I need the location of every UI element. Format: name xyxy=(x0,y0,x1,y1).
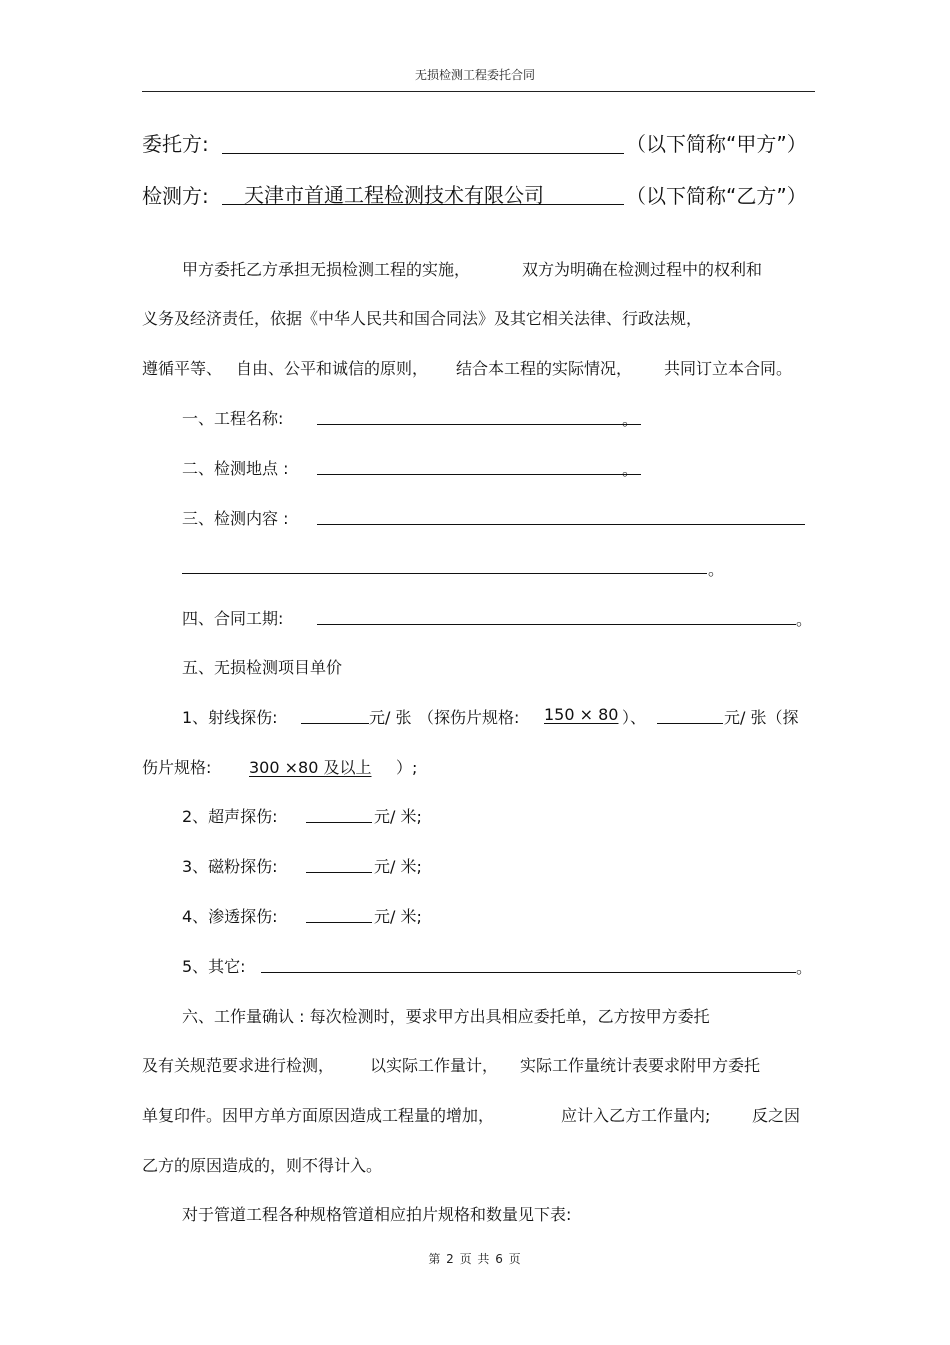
clause3-period: 。 xyxy=(708,560,725,579)
page-header-title: 无损检测工程委托合同 xyxy=(414,68,535,82)
client-blank xyxy=(222,153,624,154)
intro-line3d: 共同订立本合同。 xyxy=(664,359,793,378)
clause6-line4: 乙方的原因造成的，则不得计入。 xyxy=(142,1156,383,1175)
clause4-label: 四、合同工期: xyxy=(182,609,284,628)
intro-line3a: 遵循平等、 xyxy=(142,359,223,378)
item1-line2-label: 伤片规格: xyxy=(142,758,212,777)
item2-label: 2、超声探伤: xyxy=(182,807,278,826)
item1-label: 1、射线探伤: xyxy=(182,708,278,727)
item1-spec1: 150 × 80 xyxy=(544,705,619,724)
tester-name: 天津市首通工程检测技术有限公司 xyxy=(244,183,544,207)
clause1-label: 一、工程名称: xyxy=(182,409,284,428)
item2-unit: 元/ 米; xyxy=(374,807,422,826)
tester-note: （以下简称“乙方”） xyxy=(626,184,807,208)
header-divider xyxy=(142,91,815,92)
project-name-blank xyxy=(317,424,641,425)
tester-label: 检测方: xyxy=(142,184,209,208)
clause5-title: 五、无损检测项目单价 xyxy=(182,658,343,677)
item1-unit-tail: 元/ 张（探 xyxy=(724,708,799,727)
table-intro: 对于管道工程各种规格管道相应拍片规格和数量见下表: xyxy=(182,1205,572,1224)
item3-unit: 元/ 米; xyxy=(374,857,422,876)
item1-spec-open: （探伤片规格: xyxy=(418,708,520,727)
item1-spec2-close: ）; xyxy=(396,758,418,777)
clause6-line3a: 单复印件。因甲方单方面原因造成工程量的增加， xyxy=(142,1106,495,1125)
clause3-label: 三、检测内容 : xyxy=(182,509,289,528)
client-label: 委托方: xyxy=(142,132,209,156)
content-blank-1 xyxy=(317,524,805,525)
item3-price-blank xyxy=(306,872,372,873)
clause1-period: 。 xyxy=(622,410,639,429)
item2-price-blank xyxy=(306,822,372,823)
clause6-line1: 六、工作量确认 : 每次检测时，要求甲方出具相应委托单，乙方按甲方委托 xyxy=(182,1007,710,1026)
intro-line1a: 甲方委托乙方承担无损检测工程的实施， xyxy=(182,260,471,279)
client-note: （以下简称“甲方”） xyxy=(626,132,807,156)
intro-line3b: 自由、公平和诚信的原则， xyxy=(236,359,429,378)
page-number: 第 2 页 共 6 页 xyxy=(428,1252,522,1266)
clause6-line3c: 反之因 xyxy=(752,1106,801,1125)
clause6-line2b: 以实际工作量计， xyxy=(370,1056,499,1075)
clause6-line2c: 实际工作量统计表要求附甲方委托 xyxy=(520,1056,761,1075)
period-blank xyxy=(317,624,796,625)
clause2-label: 二、检测地点 : xyxy=(182,459,289,478)
item4-price-blank xyxy=(306,922,372,923)
item1-price-blank-2 xyxy=(657,723,723,724)
intro-line3c: 结合本工程的实际情况， xyxy=(456,359,633,378)
clause2-period: 。 xyxy=(622,460,639,479)
location-blank xyxy=(317,474,641,475)
clause6-line3b: 应计入乙方工作量内; xyxy=(561,1106,711,1125)
item5-label: 5、其它: xyxy=(182,957,246,976)
item1-price-blank-1 xyxy=(301,723,369,724)
item4-unit: 元/ 米; xyxy=(374,907,422,926)
item1-unit: 元/ 张 xyxy=(369,708,412,727)
intro-line2: 义务及经济责任，依据《中华人民共和国合同法》及其它相关法律、行政法规， xyxy=(142,309,703,328)
clause6-line2a: 及有关规范要求进行检测， xyxy=(142,1056,335,1075)
clause4-period: 。 xyxy=(796,610,813,629)
item1-spec2: 300 ×80 及以上 xyxy=(249,758,372,777)
item3-label: 3、磁粉探伤: xyxy=(182,857,278,876)
intro-line1b: 双方为明确在检测过程中的权利和 xyxy=(522,260,763,279)
content-blank-2 xyxy=(182,573,707,574)
item5-other-blank xyxy=(261,972,796,973)
item1-spec1-close: ）、 xyxy=(622,708,647,727)
item4-label: 4、渗透探伤: xyxy=(182,907,278,926)
item5-period: 。 xyxy=(796,958,813,977)
